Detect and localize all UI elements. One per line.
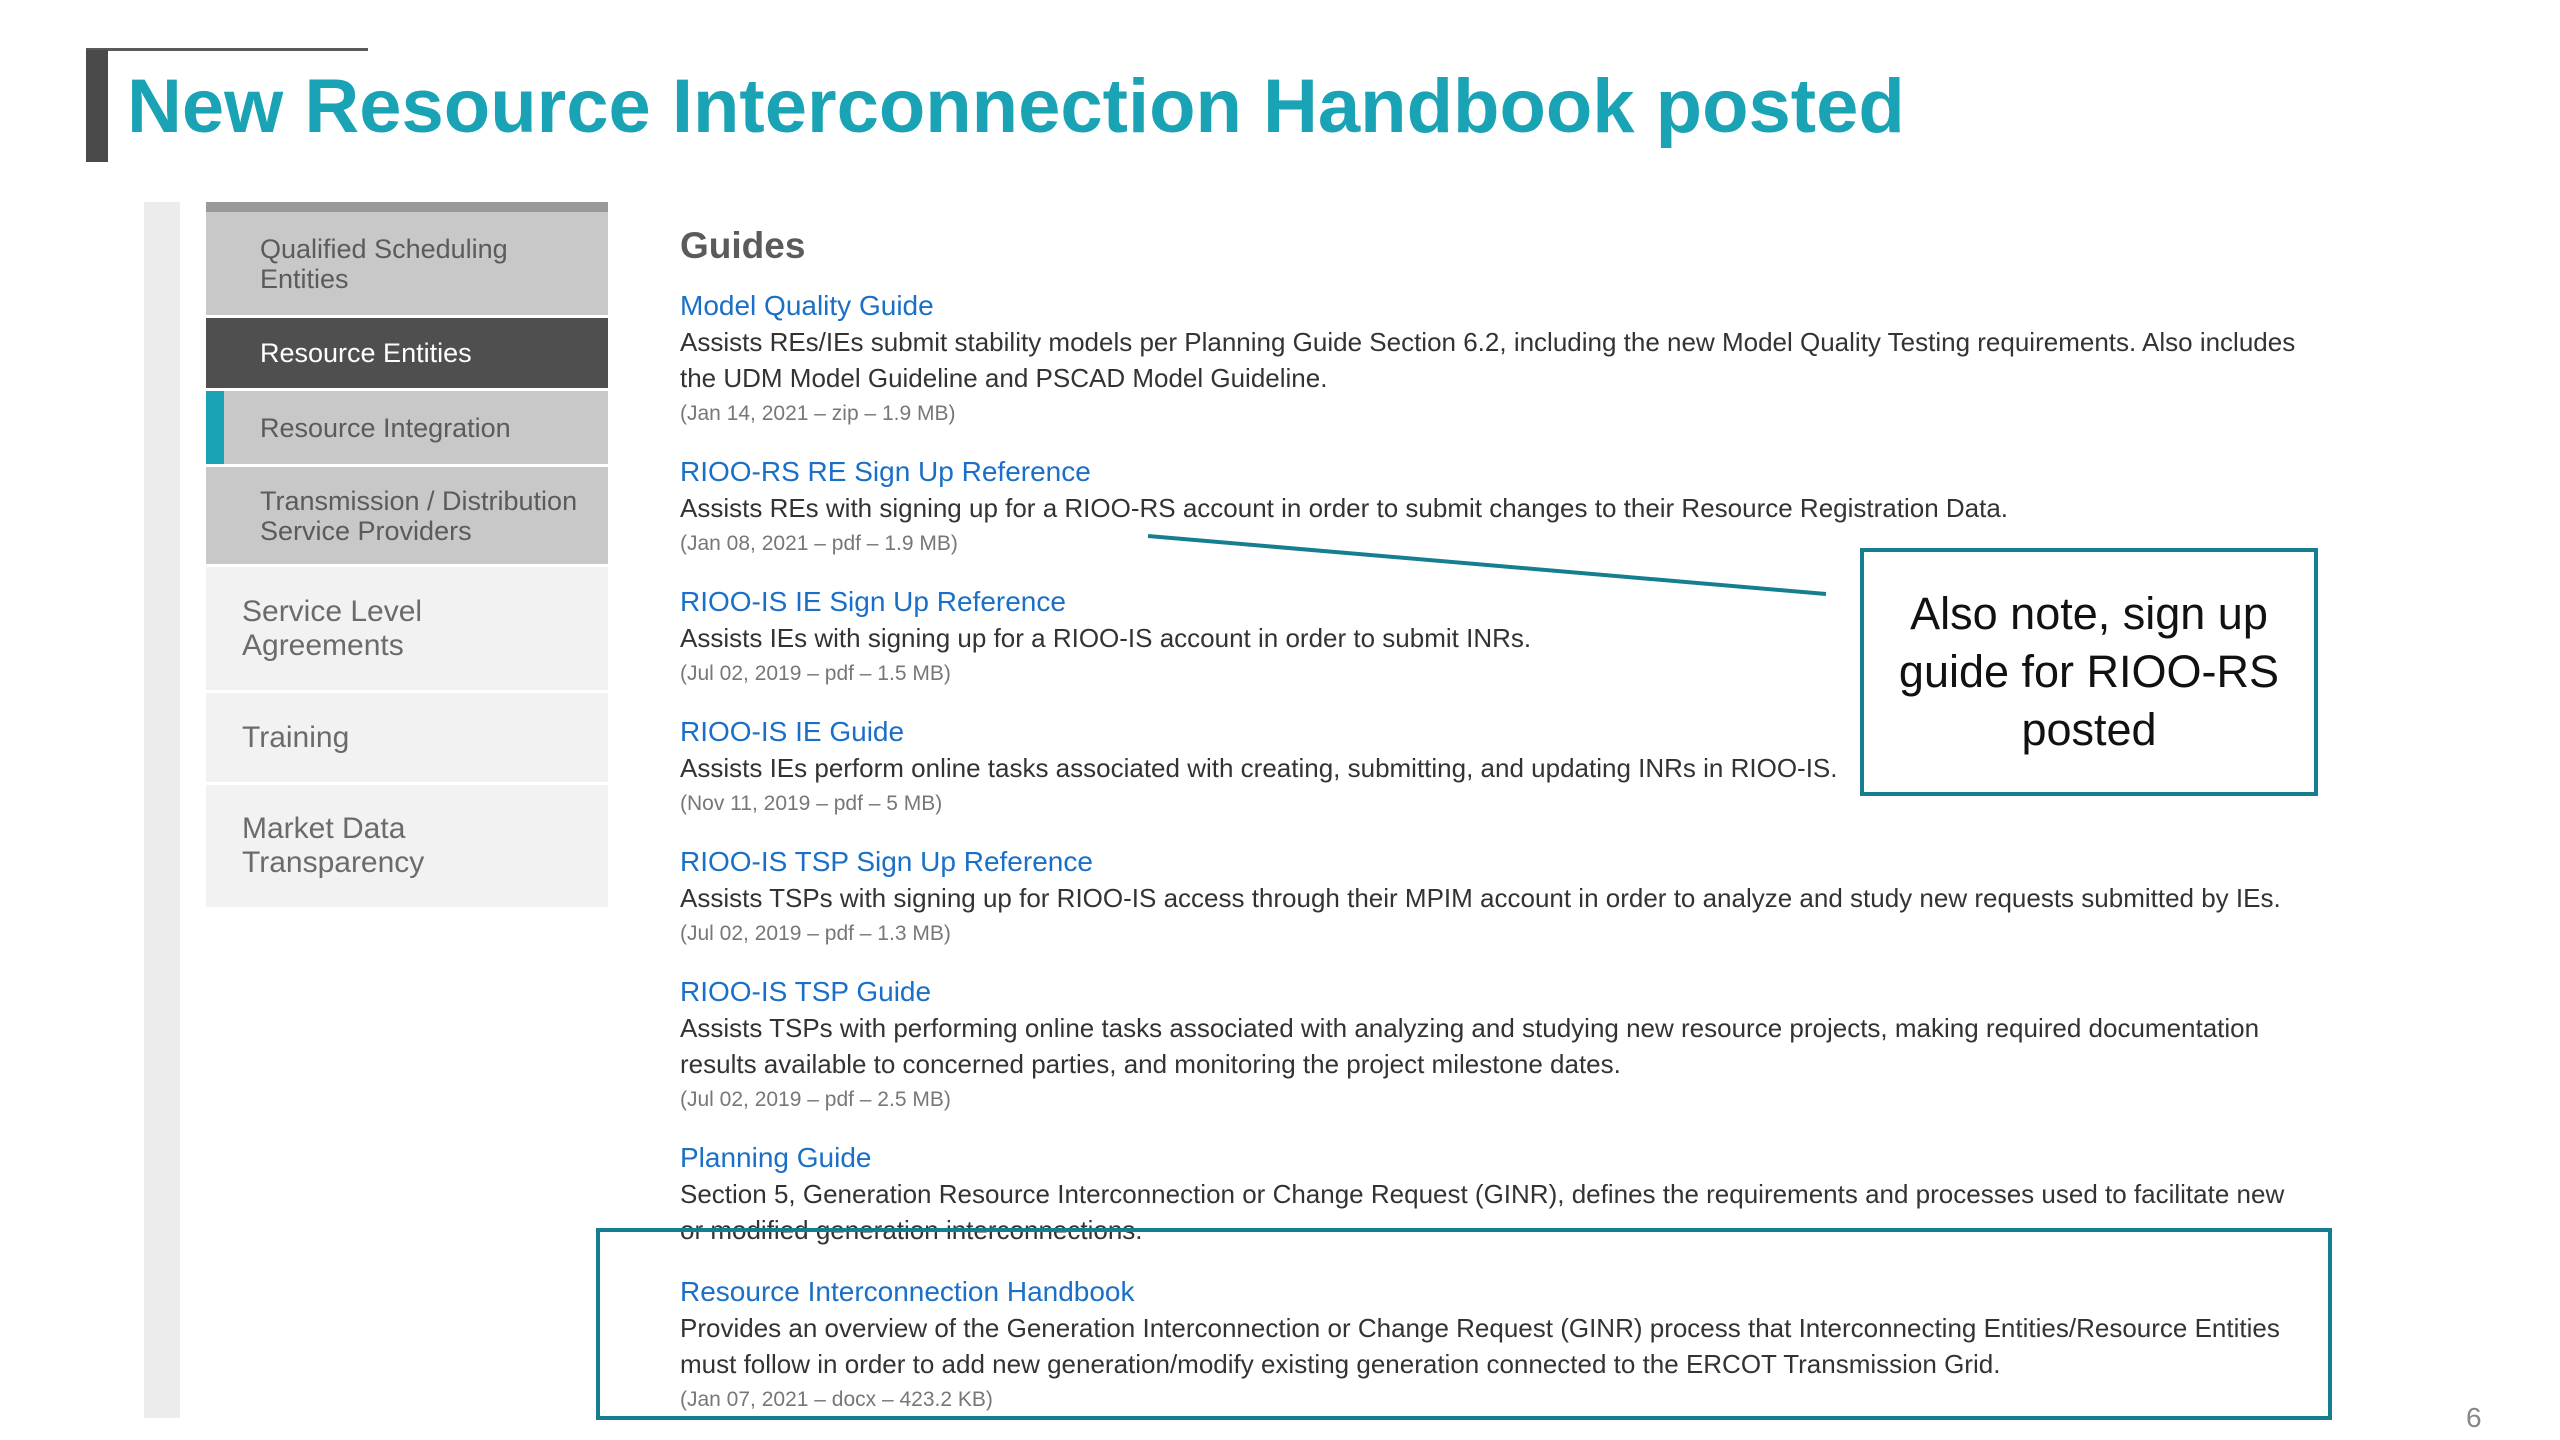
sidebar-item-label: Market Data Transparency <box>242 812 425 879</box>
callout-connector-line <box>1148 536 1826 594</box>
guide-description: Assists REs with signing up for a RIOO-RS account in order to submit changes to their Resource Registration Data. <box>680 493 2009 523</box>
guide-link-rioo-rs-re-sign-up-reference[interactable]: RIOO-RS RE Sign Up Reference <box>680 456 1091 487</box>
guide-meta: (Jan 14, 2021 – zip – 1.9 MB) <box>680 402 956 425</box>
guide-description: Provides an overview of the Generation Interconnection or Change Request (GINR) process that Interconnecting Entities/Resource Entities must follow in order to add new generation/modify existing generation connected to the ERCOT Transmission Grid. <box>680 1313 2280 1379</box>
guide-link-rioo-is-tsp-sign-up-reference[interactable]: RIOO-IS TSP Sign Up Reference <box>680 846 1093 877</box>
guide-meta: (Jul 02, 2019 – pdf – 2.5 MB) <box>680 1088 951 1111</box>
sidebar-item-label: Training <box>242 720 350 754</box>
guide-link-model-quality-guide[interactable]: Model Quality Guide <box>680 290 934 321</box>
guide-description: Assists TSPs with signing up for RIOO-IS access through their MPIM account in order to analyze and study new requests submitted by IEs. <box>680 883 2281 913</box>
guide-description: Assists REs/IEs submit stability models per Planning Guide Section 6.2, including the new Model Quality Testing requirements. Also includes the UDM Model Guideline and PSCAD Model Guideline. <box>680 327 2296 393</box>
guide-link-planning-guide[interactable]: Planning Guide <box>680 1142 872 1173</box>
guide-link-rioo-is-tsp-guide[interactable]: RIOO-IS TSP Guide <box>680 976 932 1007</box>
guide-meta: (Nov 11, 2019 – pdf – 5 MB) <box>680 792 943 815</box>
slide-title: New Resource Interconnection Handbook posted <box>127 64 1905 149</box>
callout-text: Also note, sign up guide for RIOO-RS posted <box>1898 588 2280 755</box>
sidebar-item-label: Resource Integration <box>260 412 511 443</box>
sidebar-item-label: Transmission / Distribution Service Providers <box>260 485 578 546</box>
page-number: 6 <box>2466 1402 2482 1433</box>
guide-meta: (Jan 08, 2021 – pdf – 1.9 MB) <box>680 532 958 555</box>
guide-description: Section 5, Generation Resource Interconnection or Change Request (GINR), defines the requirements and processes used to facilitate new or modified generation interconnections. <box>680 1179 2285 1245</box>
callout-box <box>1860 548 2318 796</box>
guide-meta: (Jul 02, 2019 – pdf – 1.5 MB) <box>680 662 951 685</box>
guide-link-resource-interconnection-handbook[interactable]: Resource Interconnection Handbook <box>680 1276 1135 1307</box>
guide-description: Assists TSPs with performing online tasks associated with analyzing and studying new resource projects, making required documentation results available to concerned parties, and monitoring the project milestone dates. <box>680 1013 2260 1079</box>
guide-meta: (Jan 07, 2021 – docx – 423.2 KB) <box>680 1388 993 1411</box>
guide-meta: (Jul 02, 2019 – pdf – 1.3 MB) <box>680 922 951 945</box>
section-heading-guides: Guides <box>680 225 806 266</box>
sidebar-item-label: Service Level Agreements <box>242 594 423 662</box>
sidebar-item-label: Qualified Scheduling Entities <box>260 233 508 294</box>
guide-link-rioo-is-ie-sign-up-reference[interactable]: RIOO-IS IE Sign Up Reference <box>680 586 1066 617</box>
guide-link-rioo-is-ie-guide[interactable]: RIOO-IS IE Guide <box>680 716 905 747</box>
sidebar-item-label: Resource Entities <box>260 338 472 368</box>
guide-description: Assists IEs perform online tasks associated with creating, submitting, and updating INRs in RIOO-IS. <box>680 753 1838 783</box>
guide-description: Assists IEs with signing up for a RIOO-IS account in order to submit INRs. <box>680 623 1532 653</box>
